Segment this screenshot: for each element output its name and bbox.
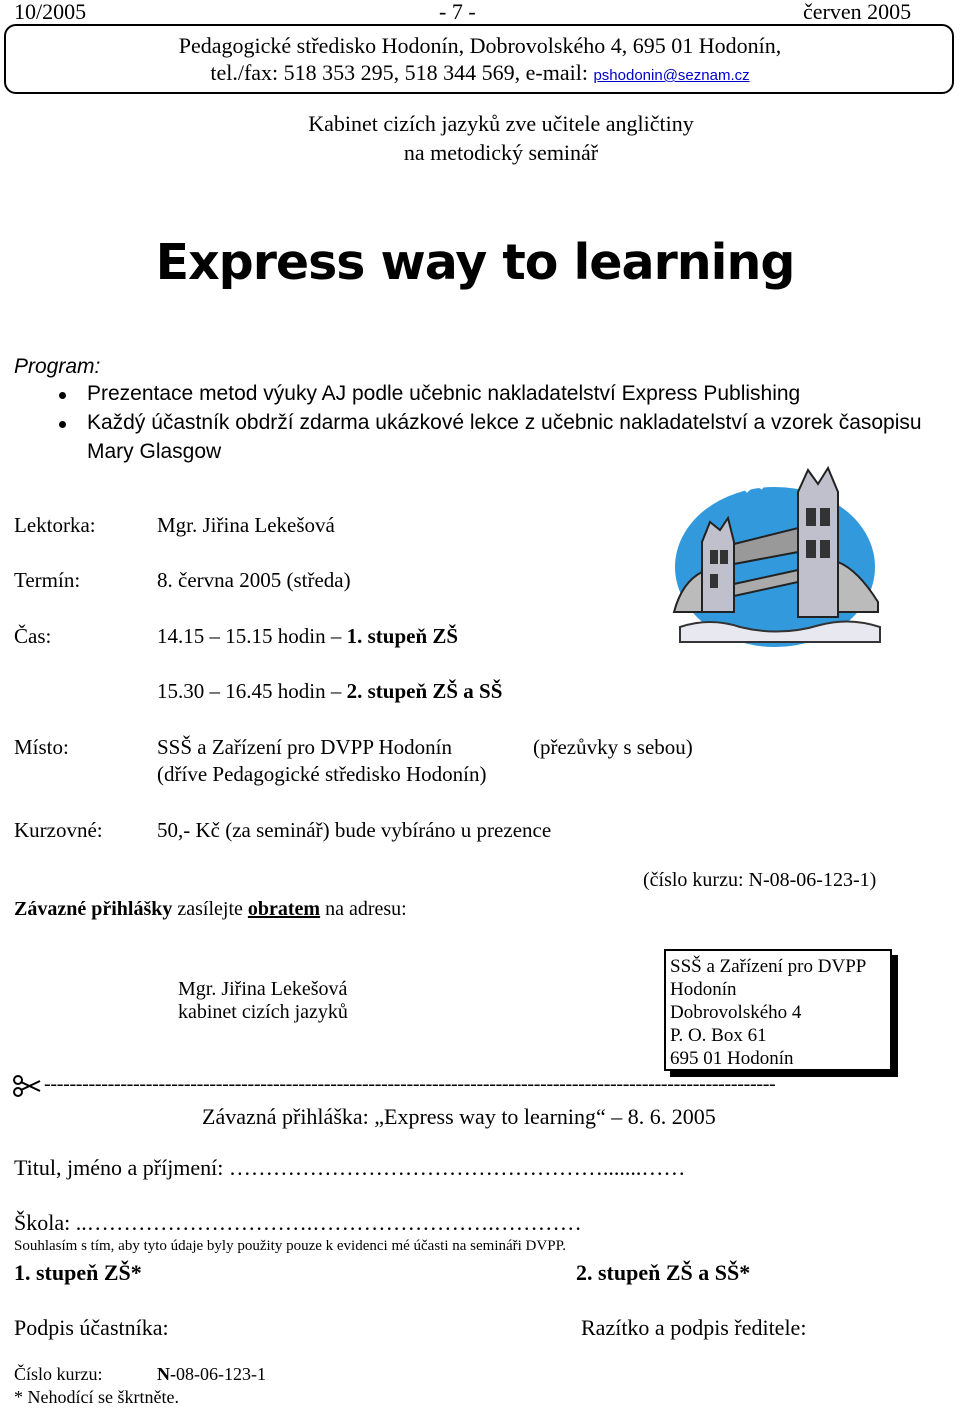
date-value: 8. června 2005 (středa) xyxy=(157,568,351,592)
school-field-label: Škola: xyxy=(14,1210,76,1235)
address-line: Dobrovolského 4 xyxy=(670,1002,802,1023)
bullet-icon xyxy=(59,392,66,399)
bullet-icon xyxy=(59,421,66,428)
lecturer-name: Mgr. Jiřina Lekešová xyxy=(157,513,335,537)
address-line: SSŠ a Zařízení pro DVPP xyxy=(670,956,867,977)
registration-text-2: na adresu: xyxy=(320,898,407,920)
recipient-dept: kabinet cizích jazyků xyxy=(178,1001,348,1023)
org-address: Pedagogické středisko Hodonín, Dobrovolského 4, 695 01 Hodonín, xyxy=(178,33,782,58)
level-option-1[interactable]: 1. stupeň ZŠ* xyxy=(14,1260,142,1285)
time-slot-2-time: 15.30 – 16.45 hodin – xyxy=(157,679,347,703)
program-item-2: Každý účastník obdrží zdarma ukázkové lekce z učebnic nakladatelství a vzorek časopisu xyxy=(87,411,922,434)
name-field-label: Titul, jméno a příjmení: xyxy=(14,1155,229,1180)
date-label: Termín: xyxy=(14,568,81,592)
address-box xyxy=(664,949,892,1071)
org-contact-text: tel./fax: 518 353 295, 518 344 569, e-mail: xyxy=(210,60,594,85)
registration-bold-2: obratem xyxy=(247,898,321,920)
place-note: (přezůvky s sebou) xyxy=(533,735,693,759)
lecturer-label: Lektorka: xyxy=(14,513,96,537)
time-slot-1-time: 14.15 – 15.15 hodin – xyxy=(157,624,347,648)
footnote: * Nehodící se škrtněte. xyxy=(14,1387,179,1407)
level-option-2[interactable]: 2. stupeň ZŠ a SŠ* xyxy=(576,1260,751,1285)
intro-line-1: Kabinet cizích jazyků zve učitele angličtiny xyxy=(308,111,694,136)
registration-bold-1: Závazné přihlášky xyxy=(14,898,173,920)
consent-text: Souhlasím s tím, aby tyto údaje byly použity pouze k evidenci mé účasti na semináři DVPP. xyxy=(14,1238,566,1254)
org-contact xyxy=(0,60,960,86)
address-line: P. O. Box 61 xyxy=(670,1025,767,1046)
tower-bridge-clipart xyxy=(670,462,885,652)
program-item-1: Prezentace metod výuky AJ podle učebnic nakladatelství Express Publishing xyxy=(87,382,801,405)
course-number: (číslo kurzu: N-08-06-123-1) xyxy=(643,869,877,891)
time-slot-1-level: 1. stupeň ZŠ xyxy=(346,624,459,648)
issue-month: červen 2005 xyxy=(803,0,912,24)
place-value: SSŠ a Zařízení pro DVPP Hodonín xyxy=(157,735,452,759)
recipient-name: Mgr. Jiřina Lekešová xyxy=(178,978,348,1000)
time-slot-2 xyxy=(157,679,502,704)
email-link[interactable]: pshodonin@seznam.cz xyxy=(593,67,750,84)
program-label: Program: xyxy=(14,355,101,378)
address-line: Hodonín xyxy=(670,979,737,1000)
address-line: 695 01 Hodonín xyxy=(670,1048,794,1069)
place-former: (dříve Pedagogické středisko Hodonín) xyxy=(157,762,487,786)
time-slot-2-level: 2. stupeň ZŠ a SŠ xyxy=(346,679,503,703)
form-heading: Závazná přihláška: „Express way to learning“ – 8. 6. 2005 xyxy=(202,1104,716,1129)
fee-label: Kurzovné: xyxy=(14,818,103,842)
scissors-icon xyxy=(12,1075,42,1097)
program-item-2-cont: Mary Glasgow xyxy=(87,440,222,463)
cut-line: ------------------------------------------------------------------------------------------------------------------- xyxy=(44,1073,776,1095)
form-course-label: Číslo kurzu: xyxy=(14,1364,103,1384)
form-course-rest: 08-06-123-1 xyxy=(176,1364,266,1384)
form-course-number xyxy=(157,1364,266,1385)
place-label: Místo: xyxy=(14,735,69,759)
fee-value: 50,- Kč (za seminář) bude vybíráno u prezence xyxy=(157,818,552,842)
page-title: Express way to learning xyxy=(155,234,795,291)
issue-number: 10/2005 xyxy=(14,0,87,24)
school-field-dots: ..………………………….…………………….………… xyxy=(75,1210,582,1235)
registration-text-1: zasílejte xyxy=(172,898,248,920)
name-field-dots: …………………………………………….......…… xyxy=(228,1155,686,1180)
registration-instruction xyxy=(14,898,407,921)
intro-line-2: na metodický seminář xyxy=(403,140,599,165)
name-field[interactable] xyxy=(14,1155,685,1181)
time-label: Čas: xyxy=(14,624,52,648)
form-course-prefix: N- xyxy=(157,1364,176,1384)
stamp-label: Razítko a podpis ředitele: xyxy=(581,1315,807,1340)
signature-label: Podpis účastníka: xyxy=(14,1315,169,1340)
time-slot-1 xyxy=(157,624,458,649)
school-field[interactable] xyxy=(14,1210,582,1236)
page-number: - 7 - xyxy=(439,0,476,24)
